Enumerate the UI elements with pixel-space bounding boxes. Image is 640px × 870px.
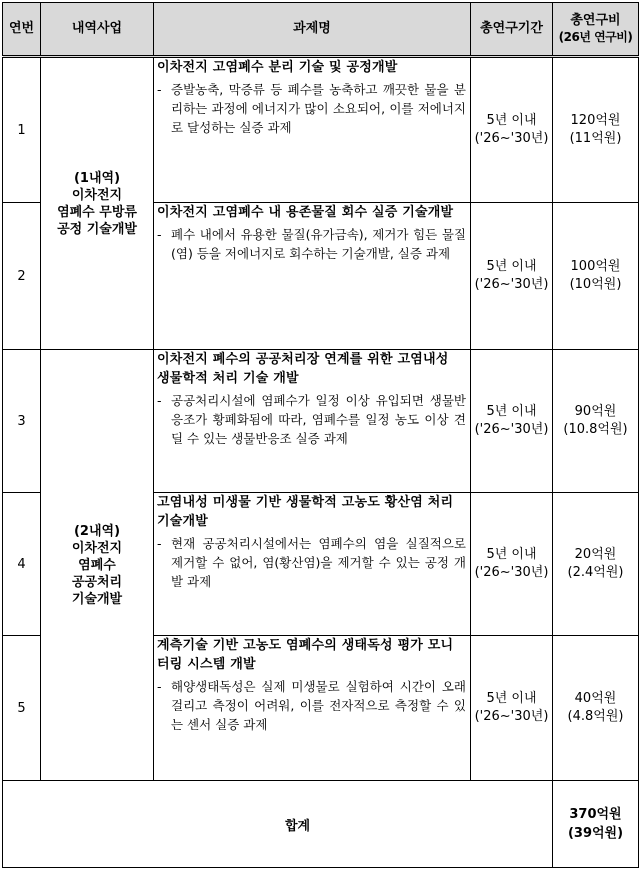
task-cell xyxy=(154,57,471,203)
total-label: 합계 xyxy=(3,781,553,868)
business-group-2 xyxy=(41,350,154,781)
task-description-text: 폐수 내에서 유용한 물질(유가금속), 제거가 힘든 물질(염) 등을 저에너지로 회수하는 기술개발, 실증 과제 xyxy=(171,227,466,261)
period-cell xyxy=(471,493,553,636)
table-row xyxy=(3,350,639,493)
period-cell xyxy=(471,57,553,203)
total-row xyxy=(3,781,639,868)
header-period: 총연구기간 xyxy=(471,3,553,57)
task-description xyxy=(157,225,466,263)
cost-2026: (10억원) xyxy=(569,277,622,292)
total-cost-2026: (39억원) xyxy=(567,826,624,841)
task-description xyxy=(157,80,466,137)
task-cell xyxy=(154,636,471,781)
business-line: (2내역) xyxy=(73,523,121,539)
cost-cell xyxy=(553,636,639,781)
task-description xyxy=(157,391,466,448)
task-title: 이차전지 고염폐수 분리 기술 및 공정개발 xyxy=(157,60,398,75)
header-task: 과제명 xyxy=(154,3,471,57)
task-title: 이차전지 폐수의 공공처리장 연계를 위한 고염내성 생물학적 처리 기술 개발 xyxy=(157,352,449,386)
task-cell xyxy=(154,493,471,636)
cost-2026: (11억원) xyxy=(569,131,622,146)
bullet-dash: - xyxy=(157,393,162,408)
cost-2026: (4.8억원) xyxy=(567,709,624,724)
cost-total: 20억원 xyxy=(574,547,617,562)
header-business: 내역사업 xyxy=(41,3,154,57)
period-range: ('26~'30년) xyxy=(474,277,549,292)
table-header-row xyxy=(3,3,639,57)
bullet-dash: - xyxy=(157,536,162,551)
project-table xyxy=(2,2,639,868)
task-cell xyxy=(154,350,471,493)
task-description xyxy=(157,677,466,734)
total-cost: 370억원 xyxy=(569,807,622,822)
task-description xyxy=(157,534,466,591)
row-number: 5 xyxy=(3,636,41,781)
cost-total: 120억원 xyxy=(570,113,621,128)
business-group-1 xyxy=(41,57,154,350)
row-number: 2 xyxy=(3,203,41,350)
business-line: 이차전지 xyxy=(71,540,123,556)
cost-2026: (2.4억원) xyxy=(567,565,624,580)
period-range: ('26~'30년) xyxy=(474,565,549,580)
business-line: (1내역) xyxy=(73,170,121,186)
period-range: ('26~'30년) xyxy=(474,422,549,437)
row-number: 1 xyxy=(3,57,41,203)
cost-cell xyxy=(553,350,639,493)
cost-total: 40억원 xyxy=(574,691,617,706)
task-description-text: 현재 공공처리시설에서는 염폐수의 염을 실질적으로 제거할 수 없어, 염(황산염)을 제거할 수 있는 공정 개발 과제 xyxy=(171,536,466,589)
period-cell xyxy=(471,350,553,493)
total-cost-cell xyxy=(553,781,639,868)
task-cell xyxy=(154,203,471,350)
period-range: ('26~'30년) xyxy=(474,131,549,146)
business-line: 염폐수 xyxy=(78,557,116,573)
business-line: 이차전지 xyxy=(71,187,123,203)
bullet-dash: - xyxy=(157,679,162,694)
header-no: 연번 xyxy=(3,3,41,57)
business-line: 염폐수 무방류 xyxy=(57,204,137,220)
period-years: 5년 이내 xyxy=(486,113,537,128)
period-range: ('26~'30년) xyxy=(474,709,549,724)
bullet-dash: - xyxy=(157,82,162,97)
task-title: 고염내성 미생물 기반 생물학적 고농도 황산염 처리 기술개발 xyxy=(157,495,454,529)
task-title: 계측기술 기반 고농도 염폐수의 생태독성 평가 모니터링 시스템 개발 xyxy=(157,638,454,672)
cost-2026: (10.8억원) xyxy=(563,422,628,437)
header-cost-line2: (26년 연구비) xyxy=(558,30,633,44)
period-years: 5년 이내 xyxy=(486,547,537,562)
task-description-text: 공공처리시설에 염폐수가 일정 이상 유입되면 생물반응조가 황폐화됨에 따라, 염폐수를 일정 농도 이상 견딜 수 있는 생물반응조 실증 과제 xyxy=(171,393,466,446)
cost-total: 90억원 xyxy=(574,404,617,419)
header-cost xyxy=(553,3,639,57)
header-cost-line1: 총연구비 xyxy=(570,13,621,28)
task-description-text: 증발농축, 막증류 등 폐수를 농축하고 깨끗한 물을 분리하는 과정에 에너지가 많이 소요되어, 이를 저에너지로 달성하는 실증 과제 xyxy=(171,82,466,135)
cost-cell xyxy=(553,57,639,203)
cost-total: 100억원 xyxy=(570,259,621,274)
cost-cell xyxy=(553,493,639,636)
row-number: 3 xyxy=(3,350,41,493)
period-years: 5년 이내 xyxy=(486,691,537,706)
task-description-text: 해양생태독성은 실제 미생물로 실험하여 시간이 오래걸리고 측정이 어려워, 이를 전자적으로 측정할 수 있는 센서 실증 과제 xyxy=(171,679,466,732)
bullet-dash: - xyxy=(157,227,162,242)
cost-cell xyxy=(553,203,639,350)
period-cell xyxy=(471,636,553,781)
row-number: 4 xyxy=(3,493,41,636)
period-cell xyxy=(471,203,553,350)
period-years: 5년 이내 xyxy=(486,259,537,274)
business-line: 공정 기술개발 xyxy=(57,221,137,237)
business-line: 기술개발 xyxy=(71,591,123,607)
table-row xyxy=(3,57,639,203)
business-line: 공공처리 xyxy=(71,574,123,590)
task-title: 이차전지 고염폐수 내 용존물질 회수 실증 기술개발 xyxy=(157,205,454,220)
period-years: 5년 이내 xyxy=(486,404,537,419)
